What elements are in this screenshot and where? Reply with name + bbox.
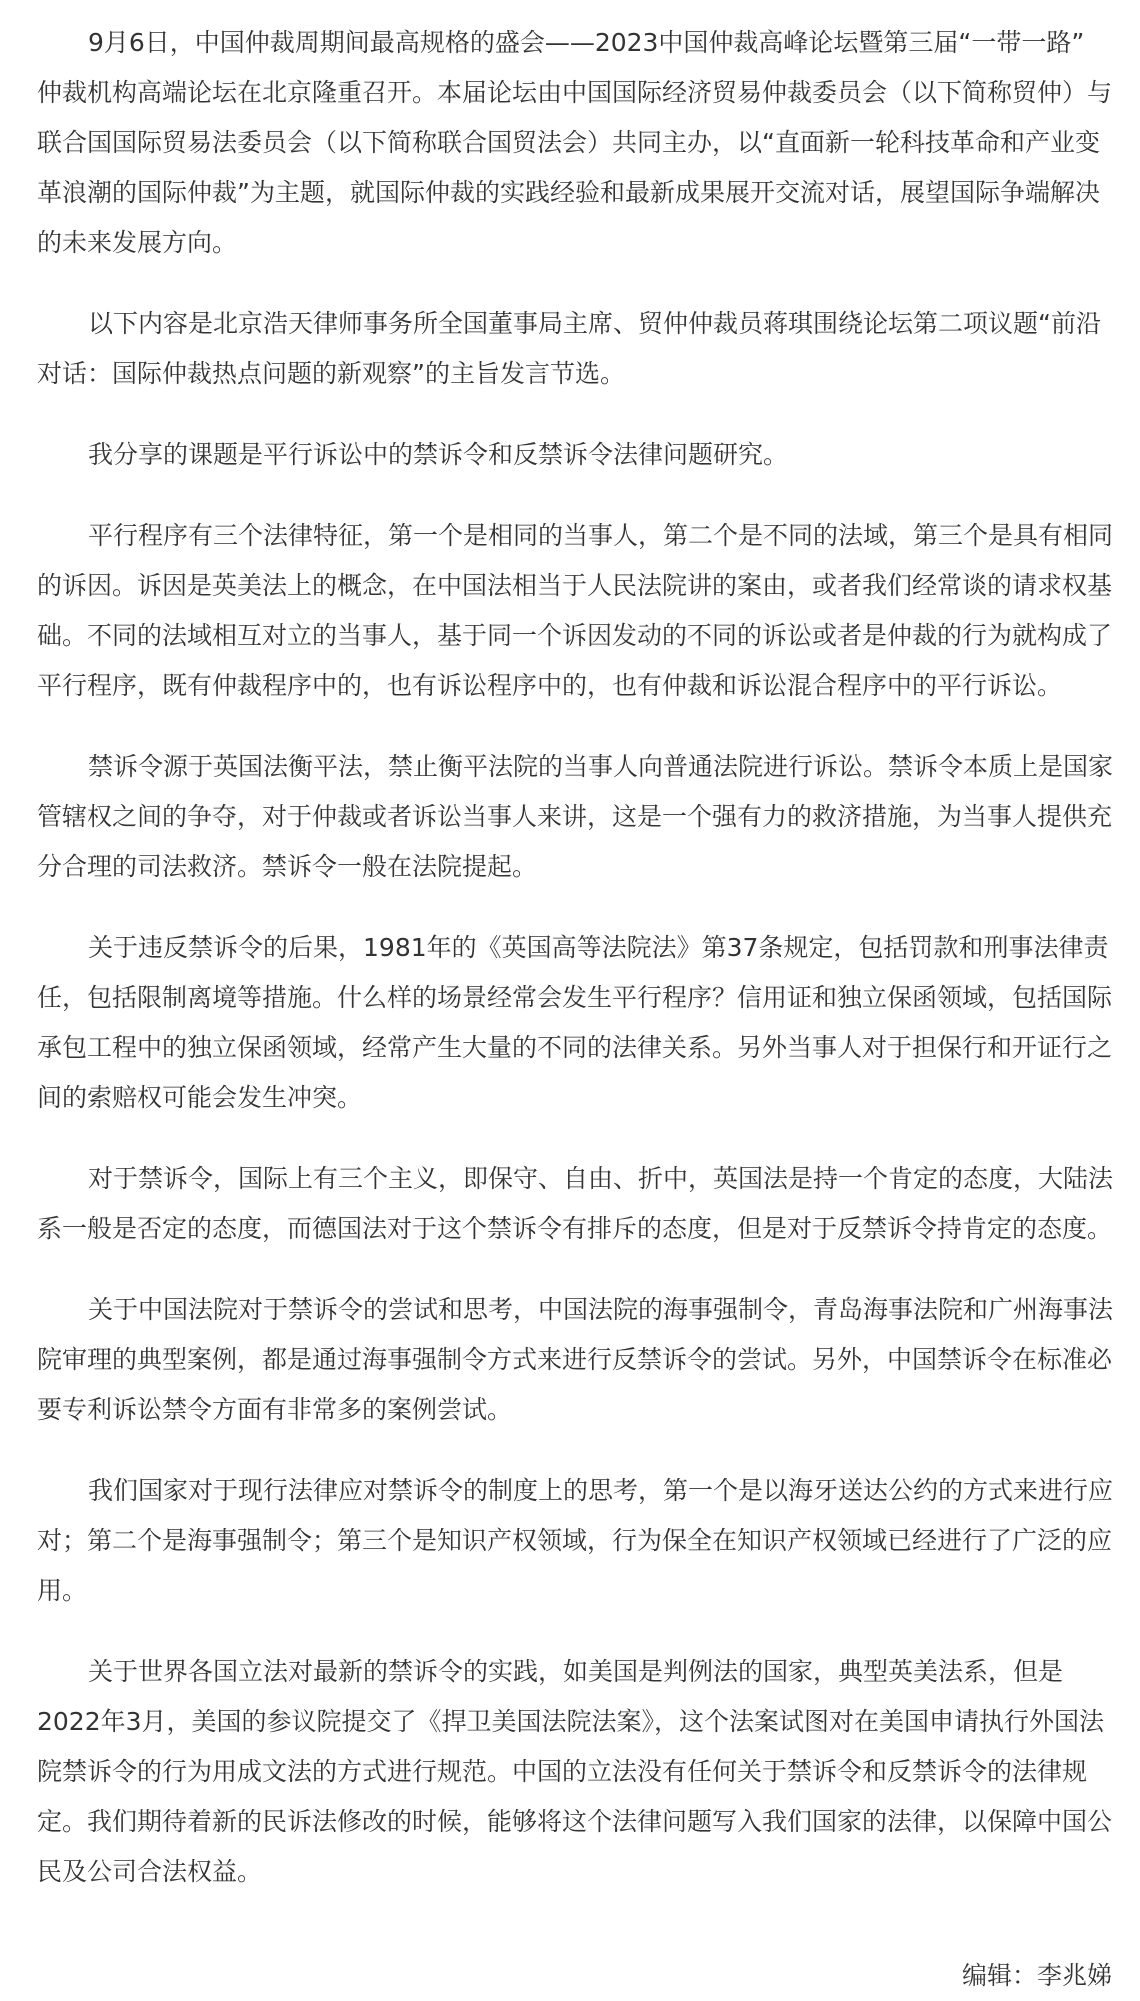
paragraph-line: 对；第二个是海事强制令；第三个是知识产权领域，行为保全在知识产权领域已经进行了广泛的应	[37, 1526, 1113, 1555]
paragraph-line: 用。	[37, 1576, 88, 1605]
paragraph-line: 院审理的典型案例，都是通过海事强制令方式来进行反禁诉令的尝试。另外，中国禁诉令在标准必	[37, 1345, 1113, 1374]
paragraph-line: 平行程序，既有仲裁程序中的，也有诉讼程序中的，也有仲裁和诉讼混合程序中的平行诉讼。	[37, 671, 1063, 700]
article-body	[37, 18, 1112, 2001]
paragraph-line: 础。不同的法域相互对立的当事人，基于同一个诉因发动的不同的诉讼或者是仲裁的行为就构成了	[37, 621, 1113, 650]
paragraph-chinese-courts	[37, 1285, 1112, 1435]
paragraph-line: 对话：国际仲裁热点问题的新观察”的主旨发言节选。	[37, 359, 625, 388]
paragraph-line: 民及公司合法权益。	[37, 1857, 263, 1886]
paragraph-world-legislation	[37, 1647, 1112, 1897]
paragraph-domestic-response	[37, 1466, 1112, 1616]
paragraph-line: 联合国国际贸易法委员会（以下简称联合国贸法会）共同主办，以“直面新一轮科技革命和产业变	[37, 128, 1100, 157]
paragraph-line: 院禁诉令的行为用成文法的方式进行规范。中国的立法没有任何关于禁诉令和反禁诉令的法律规	[37, 1757, 1088, 1786]
paragraph-line: 2022年3月，美国的参议院提交了《捍卫美国法院法案》，这个法案试图对在美国申请执行外国法	[37, 1707, 1105, 1736]
paragraph-line: 以下内容是北京浩天律师事务所全国董事局主席、贸仲仲裁员蒋琪围绕论坛第二项议题“前沿	[88, 309, 1101, 338]
paragraph-anti-suit-origin	[37, 742, 1112, 892]
paragraph-speaker-intro	[37, 299, 1112, 399]
paragraph-violation-consequences	[37, 923, 1112, 1123]
paragraph-line: 任，包括限制离境等措施。什么样的场景经常会发生平行程序？信用证和独立保函领域，包括国际	[37, 983, 1113, 1012]
paragraph-line: 平行程序有三个法律特征，第一个是相同的当事人，第二个是不同的法域，第三个是具有相同	[88, 521, 1114, 550]
paragraph-line: 承包工程中的独立保函领域，经常产生大量的不同的法律关系。另外当事人对于担保行和开证行之	[37, 1033, 1113, 1062]
paragraph-parallel-proceedings	[37, 511, 1112, 711]
paragraph-international-attitudes	[37, 1154, 1112, 1254]
paragraph-line: 系一般是否定的态度，而德国法对于这个禁诉令有排斥的态度，但是对于反禁诉令持肯定的态度。	[37, 1214, 1113, 1243]
paragraph-line: 我们国家对于现行法律应对禁诉令的制度上的思考，第一个是以海牙送达公约的方式来进行应	[88, 1476, 1114, 1505]
paragraph-intro	[37, 18, 1112, 268]
paragraph-line: 管辖权之间的争夺，对于仲裁或者诉讼当事人来讲，这是一个强有力的救济措施，为当事人提供充	[37, 802, 1113, 831]
paragraph-line: 革浪潮的国际仲裁”为主题，就国际仲裁的实践经验和最新成果展开交流对话，展望国际争端解决	[37, 178, 1100, 207]
paragraph-line: 仲裁机构高端论坛在北京隆重召开。本届论坛由中国国际经济贸易仲裁委员会（以下简称贸仲）与	[37, 78, 1113, 107]
editor-credit: 编辑：李兆娣	[961, 1961, 1112, 1990]
paragraph-line: 的诉因。诉因是英美法上的概念，在中国法相当于人民法院讲的案由，或者我们经常谈的请求权基	[37, 571, 1113, 600]
paragraph-line: 要专利诉讼禁令方面有非常多的案例尝试。	[37, 1395, 513, 1424]
paragraph-line: 禁诉令源于英国法衡平法，禁止衡平法院的当事人向普通法院进行诉讼。禁诉令本质上是国家	[88, 752, 1114, 781]
paragraph-topic	[37, 430, 1112, 480]
paragraph-line: 对于禁诉令，国际上有三个主义，即保守、自由、折中，英国法是持一个肯定的态度，大陆法	[88, 1164, 1114, 1193]
paragraph-line: 关于世界各国立法对最新的禁诉令的实践，如美国是判例法的国家，典型英美法系，但是	[88, 1657, 1064, 1686]
paragraph-line: 定。我们期待着新的民诉法修改的时候，能够将这个法律问题写入我们国家的法律，以保障中国公	[37, 1807, 1113, 1836]
paragraph-line: 的未来发展方向。	[37, 228, 238, 257]
paragraph-line: 分合理的司法救济。禁诉令一般在法院提起。	[37, 852, 538, 881]
paragraph-line: 关于违反禁诉令的后果，1981年的《英国高等法院法》第37条规定，包括罚款和刑事法律责	[88, 933, 1109, 962]
paragraph-line: 间的索赔权可能会发生冲突。	[37, 1083, 363, 1112]
paragraph-line: 关于中国法院对于禁诉令的尝试和思考，中国法院的海事强制令，青岛海事法院和广州海事法	[88, 1295, 1114, 1324]
paragraph-line: 我分享的课题是平行诉讼中的禁诉令和反禁诉令法律问题研究。	[88, 440, 789, 469]
paragraph-line: 9月6日，中国仲裁周期间最高规格的盛会——2023中国仲裁高峰论坛暨第三届“一带一路”	[88, 28, 1085, 57]
